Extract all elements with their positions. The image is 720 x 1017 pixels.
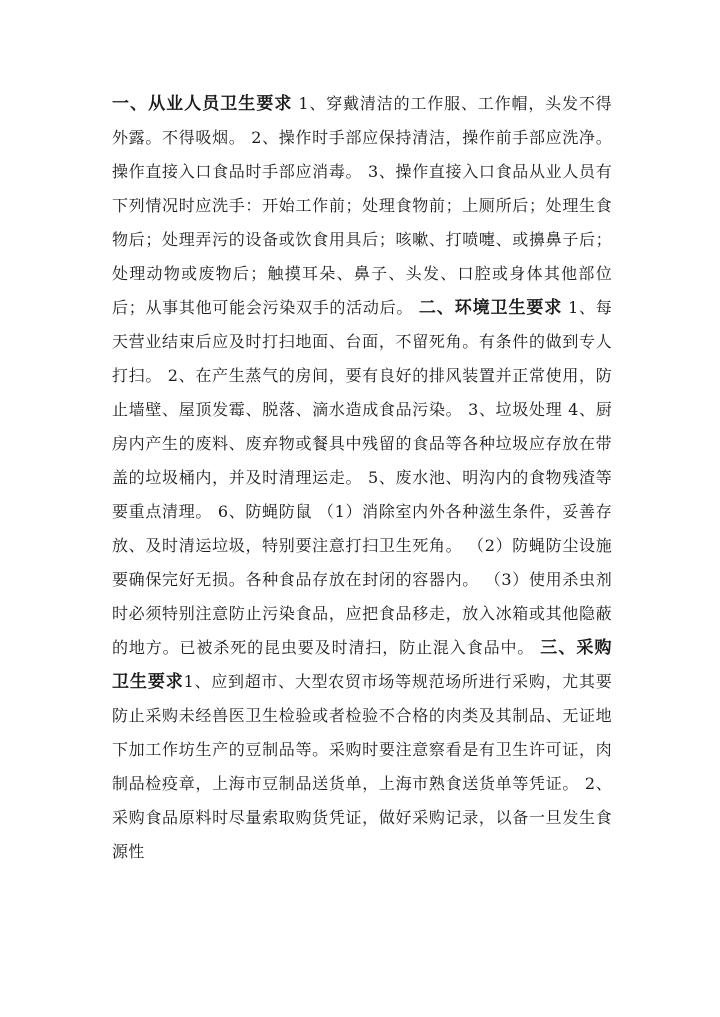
section-heading-staff-hygiene: 一、从业人员卫生要求 <box>112 94 293 114</box>
section-heading-purchase-hygiene: 三、采购卫生要求 <box>112 638 613 692</box>
section-text-purchase-hygiene: 1、应到超市、大型农贸市场等规范场所进行采购，尤其要防止采购未经兽医卫生检验或者检验不合格的肉类及其制品、无证地下加工作坊生产的豆制品等。采购时要注意察看是有卫生许可证，肉制品检疫章，上海市豆制品送货单，上海市熟食送货单等凭证。 2、采购食品原料时尽量索取购货凭证，做好采购记录，以备一旦发生食源性 <box>112 672 613 861</box>
section-text-staff-hygiene: 1、穿戴清洁的工作服、工作帽，头发不得外露。不得吸烟。 2、操作时手部应保持清洁，操作前手部应洗净。操作直接入口食品时手部应消毒。 3、操作直接入口食品从业人员有下列情况时应洗手：开始工作前；处理食物前；上厕所后；处理生食物后；处理弄污的设备或饮食用具后；咳嗽、打喷嚏、或擤鼻子后；处理动物或废物后；触摸耳朵、鼻子、头发、口腔或身体其他部位后；从事其他可能会污染双手的活动后。 <box>112 94 612 317</box>
section-text-environment-hygiene: 1、每天营业结束后应及时打扫地面、台面，不留死角。有条件的做到专人打扫。 2、在产生蒸气的房间，要有良好的排风装置并正常使用，防止墙壁、屋顶发霉、脱落、滴水造成食品污染。 3、垃圾处理 4、厨房内产生的废料、废弃物或餐具中残留的食品等各种垃圾应存放在带盖的垃圾桶内，并及时清理运走。 5、废水池、明沟内的食物残渣等要重点清理。 6、防蝇防鼠 （1）消除室内外各种滋生条件，妥善存放、及时清运垃圾，特别要注意打扫卫生死角。 （2）防蝇防尘设施要确保完好无损。各种食品存放在封闭的容器内。 （3）使用杀虫剂时必须特别注意防止污染食品，应把食品移走，放入冰箱或其他隐蔽的地方。已被杀死的昆虫要及时清扫，防止混入食品中。 <box>112 298 613 657</box>
body-paragraph <box>112 87 612 869</box>
section-heading-environment-hygiene: 二、环境卫生要求 <box>418 298 563 318</box>
